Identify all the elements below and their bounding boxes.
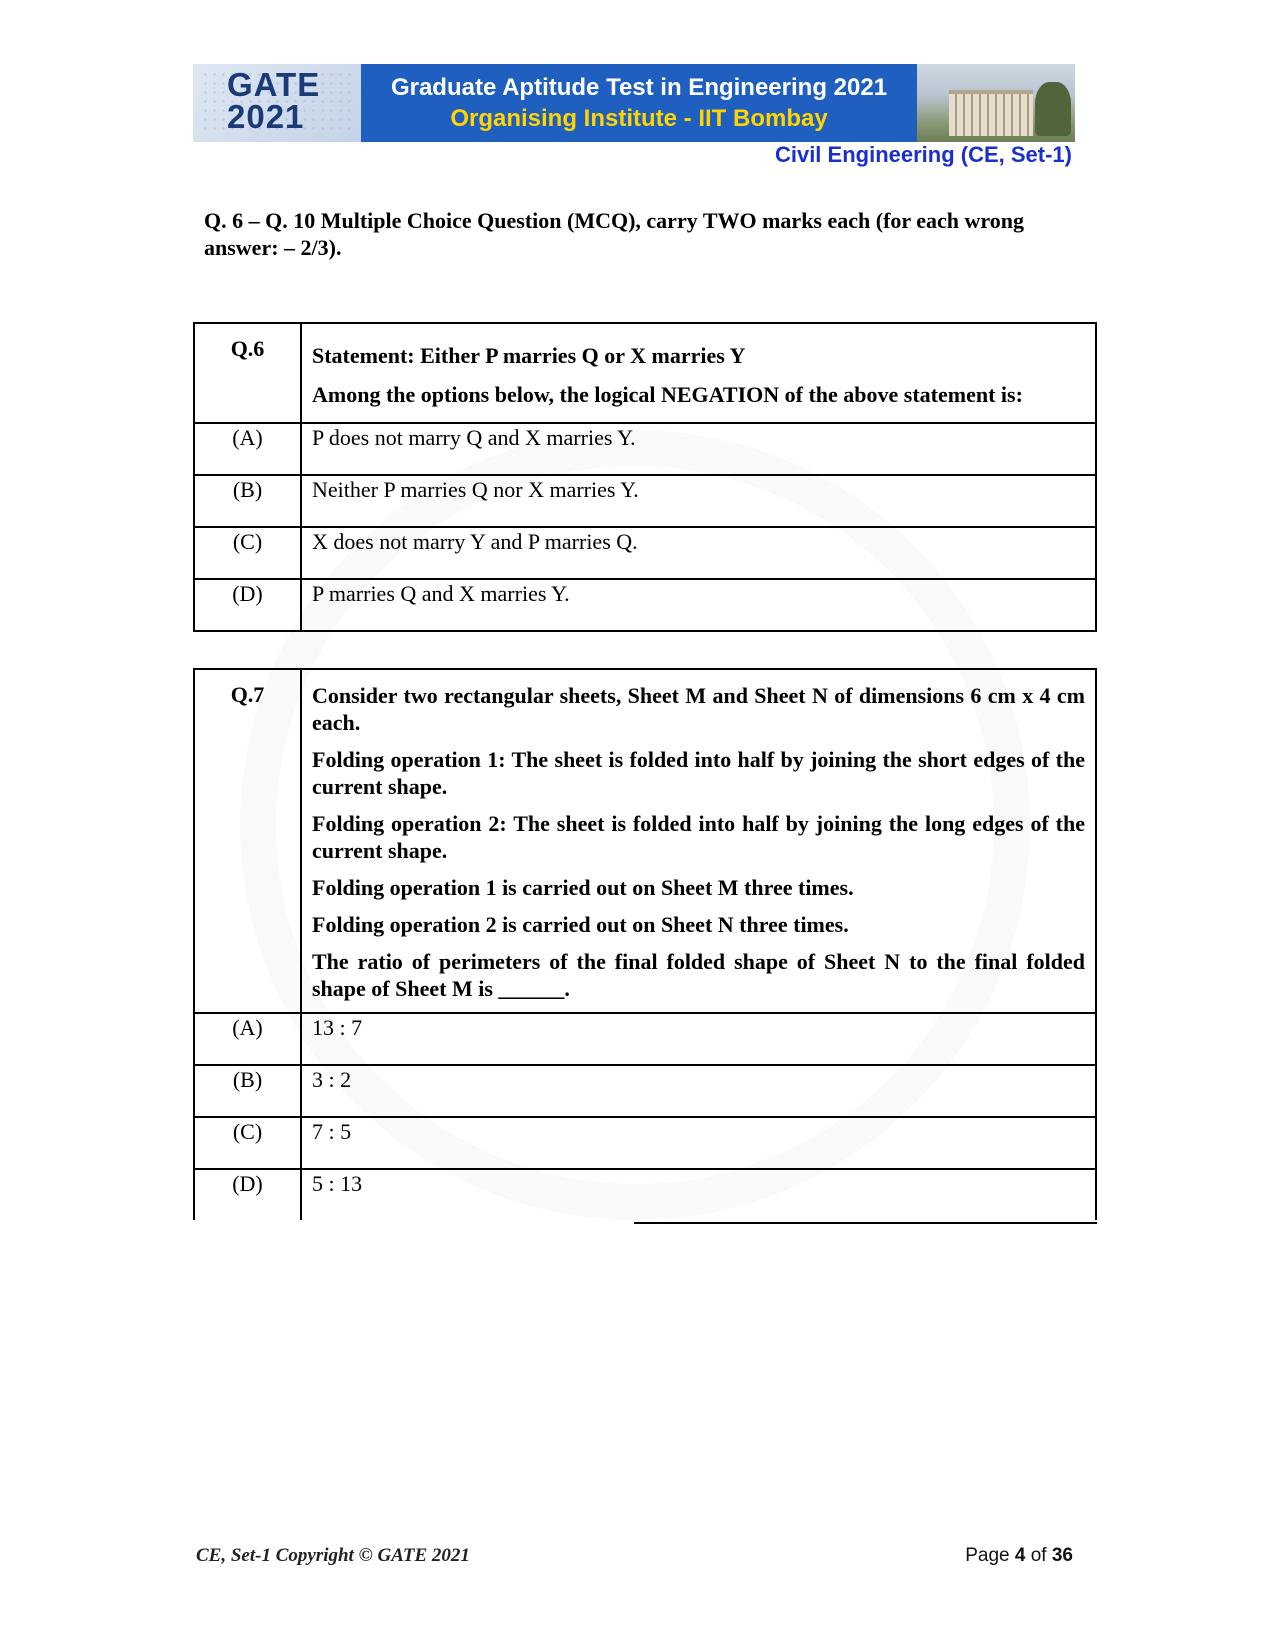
question-6-table — [193, 322, 1097, 632]
banner-title — [361, 64, 917, 142]
logo-text-year: 2021 — [227, 98, 305, 135]
option-label: (C) — [194, 527, 301, 579]
footer-copyright: CE, Set-1 Copyright © GATE 2021 — [196, 1545, 470, 1566]
banner-title-line2: Organising Institute - IIT Bombay — [450, 105, 828, 132]
option-text: 13 : 7 — [301, 1013, 1096, 1065]
page-of: of — [1025, 1545, 1052, 1566]
banner-title-line1: Graduate Aptitude Test in Engineering 2021 — [390, 74, 888, 101]
option-label: (B) — [194, 475, 301, 527]
question-paragraph: Folding operation 2 is carried out on Sheet N three times. — [312, 912, 849, 937]
question-stem — [301, 669, 1096, 1013]
page-prefix: Page — [965, 1545, 1015, 1566]
question-paragraph: The ratio of perimeters of the final folded shape of Sheet N to the final folded shape of Sheet M is ______. — [312, 949, 1085, 1001]
question-7-table — [193, 668, 1097, 1220]
logo-text-gate: GATE — [227, 66, 321, 103]
option-label: (A) — [194, 1013, 301, 1065]
option-row — [194, 1117, 1096, 1169]
option-text: X does not marry Y and P marries Q. — [301, 527, 1096, 579]
question-statement: Statement: Either P marries Q or X marries Y — [312, 343, 746, 368]
question-paragraph: Folding operation 1: The sheet is folded into half by joining the short edges of the current shape. — [312, 747, 1085, 799]
option-row — [194, 475, 1096, 527]
question-number: Q.6 — [194, 323, 301, 423]
option-row — [194, 1013, 1096, 1065]
question-paragraph: Folding operation 2: The sheet is folded into half by joining the long edges of the current shape. — [312, 811, 1085, 863]
table-bottom-border — [634, 1222, 1097, 1224]
option-row — [194, 579, 1096, 631]
option-label: (D) — [194, 579, 301, 631]
page-current: 4 — [1014, 1545, 1026, 1566]
question-paragraph: Folding operation 1 is carried out on Sheet M three times. — [312, 875, 854, 900]
option-row — [194, 423, 1096, 475]
option-text: 3 : 2 — [301, 1065, 1096, 1117]
page-total: 36 — [1051, 1545, 1073, 1566]
option-text: P marries Q and X marries Y. — [301, 579, 1096, 631]
exam-banner — [193, 64, 1075, 142]
page-number — [965, 1545, 1073, 1567]
option-text: 5 : 13 — [301, 1169, 1096, 1220]
option-label: (D) — [194, 1169, 301, 1220]
section-header: Q. 6 – Q. 10 Multiple Choice Question (MCQ), carry TWO marks each (for each wrong answer: – 2/3). — [204, 208, 1025, 260]
gate-logo — [193, 64, 361, 142]
option-row — [194, 527, 1096, 579]
building-image — [949, 90, 1033, 136]
question-paragraph: Consider two rectangular sheets, Sheet M and Sheet N of dimensions 6 cm x 4 cm each. — [312, 683, 1085, 735]
question-stem — [301, 323, 1096, 423]
question-number: Q.7 — [194, 669, 301, 1013]
option-label: (B) — [194, 1065, 301, 1117]
tree-image — [1035, 82, 1071, 136]
option-row — [194, 1065, 1096, 1117]
option-text: 7 : 5 — [301, 1117, 1096, 1169]
option-text: Neither P marries Q nor X marries Y. — [301, 475, 1096, 527]
subject-title: Civil Engineering (CE, Set-1) — [774, 142, 1072, 167]
institute-photo — [917, 64, 1075, 142]
option-row — [194, 1169, 1096, 1220]
option-label: (A) — [194, 423, 301, 475]
question-prompt: Among the options below, the logical NEGATION of the above statement is: — [312, 382, 1023, 407]
option-text: P does not marry Q and X marries Y. — [301, 423, 1096, 475]
option-label: (C) — [194, 1117, 301, 1169]
